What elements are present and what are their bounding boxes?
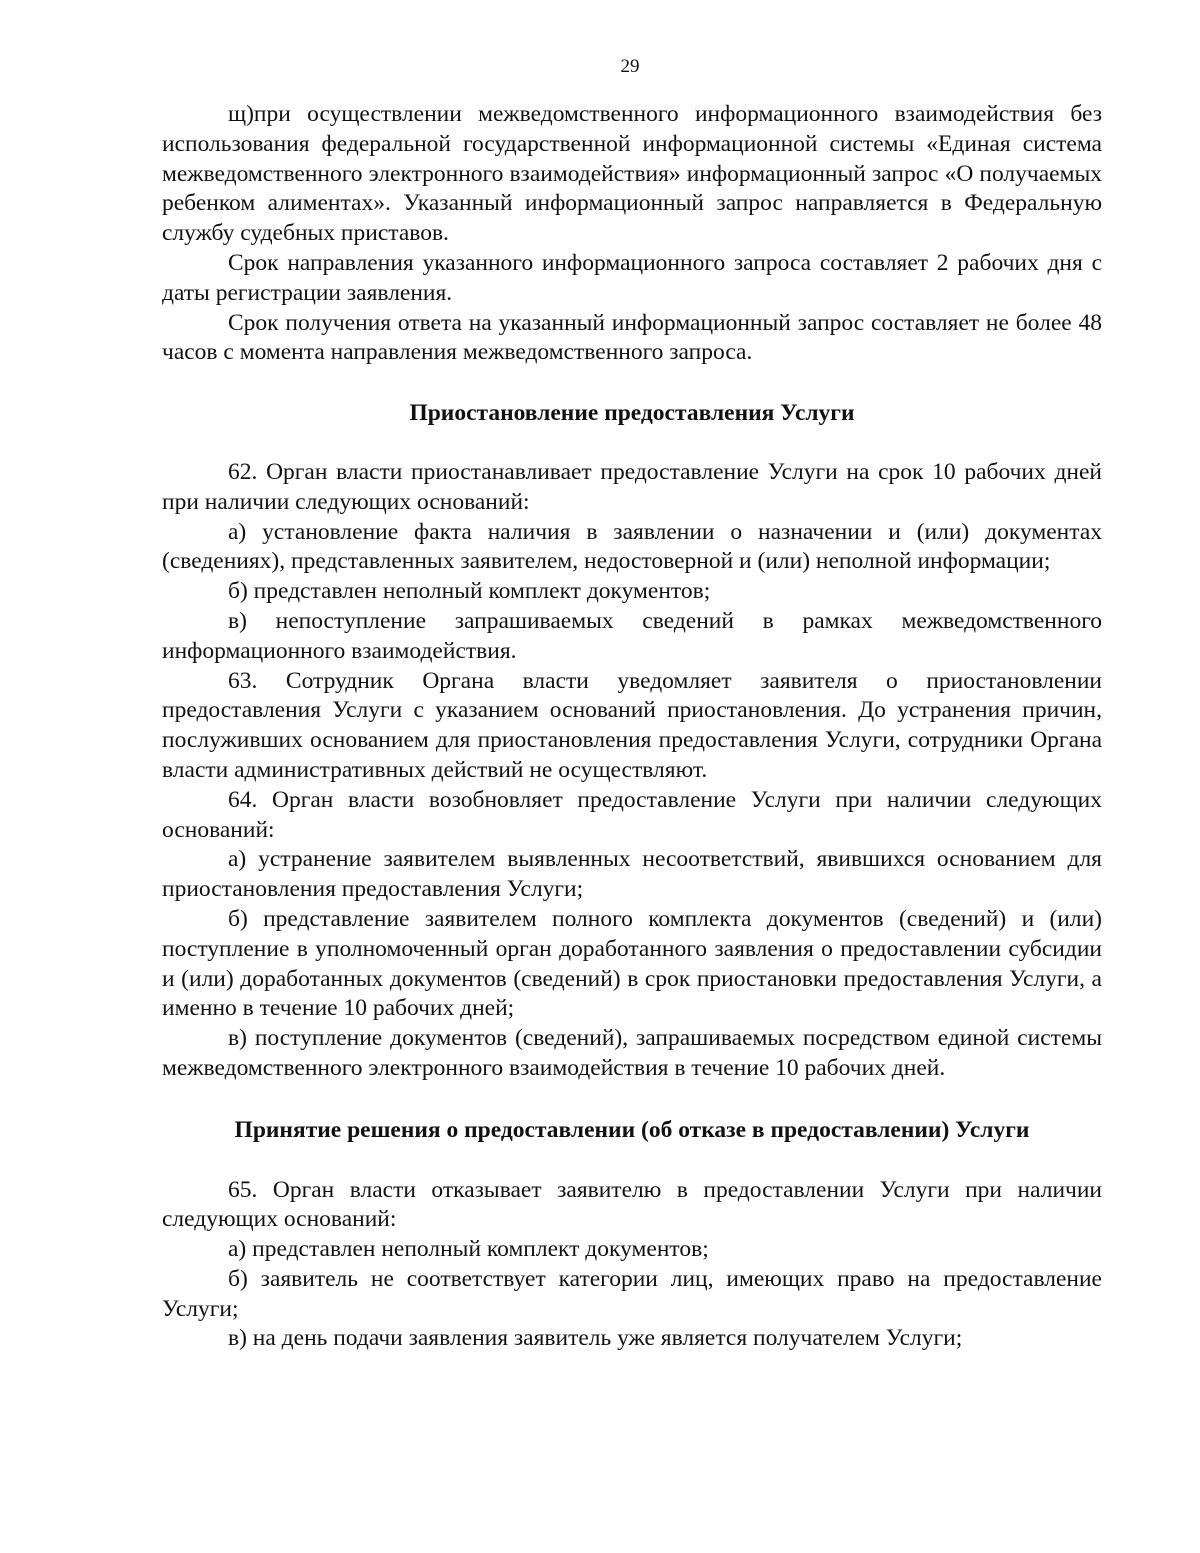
paragraph: Срок получения ответа на указанный информационный запрос составляет не более 48 часов с момента направления межведомственного запроса. — [162, 309, 1102, 366]
paragraph: б) заявитель не соответствует категории лиц, имеющих право на предоставление Услуги; — [162, 1265, 1102, 1322]
page-number: 29 — [620, 56, 640, 77]
paragraph: в) на день подачи заявления заявитель уже является получателем Услуги; — [228, 1325, 963, 1352]
paragraph: а) установление факта наличия в заявлении о назначении и (или) документах (сведениях), представленных заявителем, недостоверной и (или) неполной информации; — [162, 518, 1102, 575]
paragraph: 64. Орган власти возобновляет предоставление Услуги при наличии следующих оснований: — [162, 786, 1102, 843]
paragraph: а) устранение заявителем выявленных несоответствий, явившихся основанием для приостановления предоставления Услуги; — [162, 846, 1102, 903]
paragraph: в) непоступление запрашиваемых сведений в рамках межведомственного информационного взаимодействия. — [162, 607, 1102, 664]
document-body — [162, 100, 1102, 1354]
paragraph: 62. Орган власти приостанавливает предоставление Услуги на срок 10 рабочих дней при наличии следующих оснований: — [162, 458, 1102, 515]
paragraph: б) представление заявителем полного комплекта документов (сведений) и (или) поступление в уполномоченный орган доработанного заявления о предоставлении субсидии и (или) доработанных документов (сведений) в срок приостановки предоставления Услуги, а именно в течение 10 рабочих дней; — [162, 905, 1102, 1022]
paragraph: б) представлен неполный комплект документов; — [228, 578, 711, 605]
paragraph: а) представлен неполный комплект документов; — [228, 1236, 709, 1263]
paragraph: щ)при осуществлении межведомственного информационного взаимодействия без использования федеральной государственной информационной системы «Единая система межведомственного электронного взаимодействия» информационный запрос «О получаемых ребенком алиментах». Указанный информационный запрос направляется в Федеральную службу судебных приставов. — [162, 101, 1102, 247]
paragraph: Срок направления указанного информационного запроса составляет 2 рабочих дня с даты регистрации заявления. — [162, 249, 1102, 306]
section-heading-suspension: Приостановление предоставления Услуги — [409, 400, 855, 427]
paragraph: 65. Орган власти отказывает заявителю в предоставлении Услуги при наличии следующих оснований: — [162, 1176, 1102, 1233]
paragraph: в) поступление документов (сведений), запрашиваемых посредством единой системы межведомственного электронного взаимодействия в течение 10 рабочих дней. — [162, 1025, 1102, 1081]
paragraph: 63. Сотрудник Органа власти уведомляет заявителя о приостановлении предоставления Услуги с указанием оснований приостановления. До устранения причин, послуживших основанием для приостановления предоставления Услуги, сотрудники Органа власти административных действий не осуществляют. — [162, 667, 1102, 783]
section-heading-decision: Принятие решения о предоставлении (об отказе в предоставлении) Услуги — [234, 1116, 1030, 1143]
